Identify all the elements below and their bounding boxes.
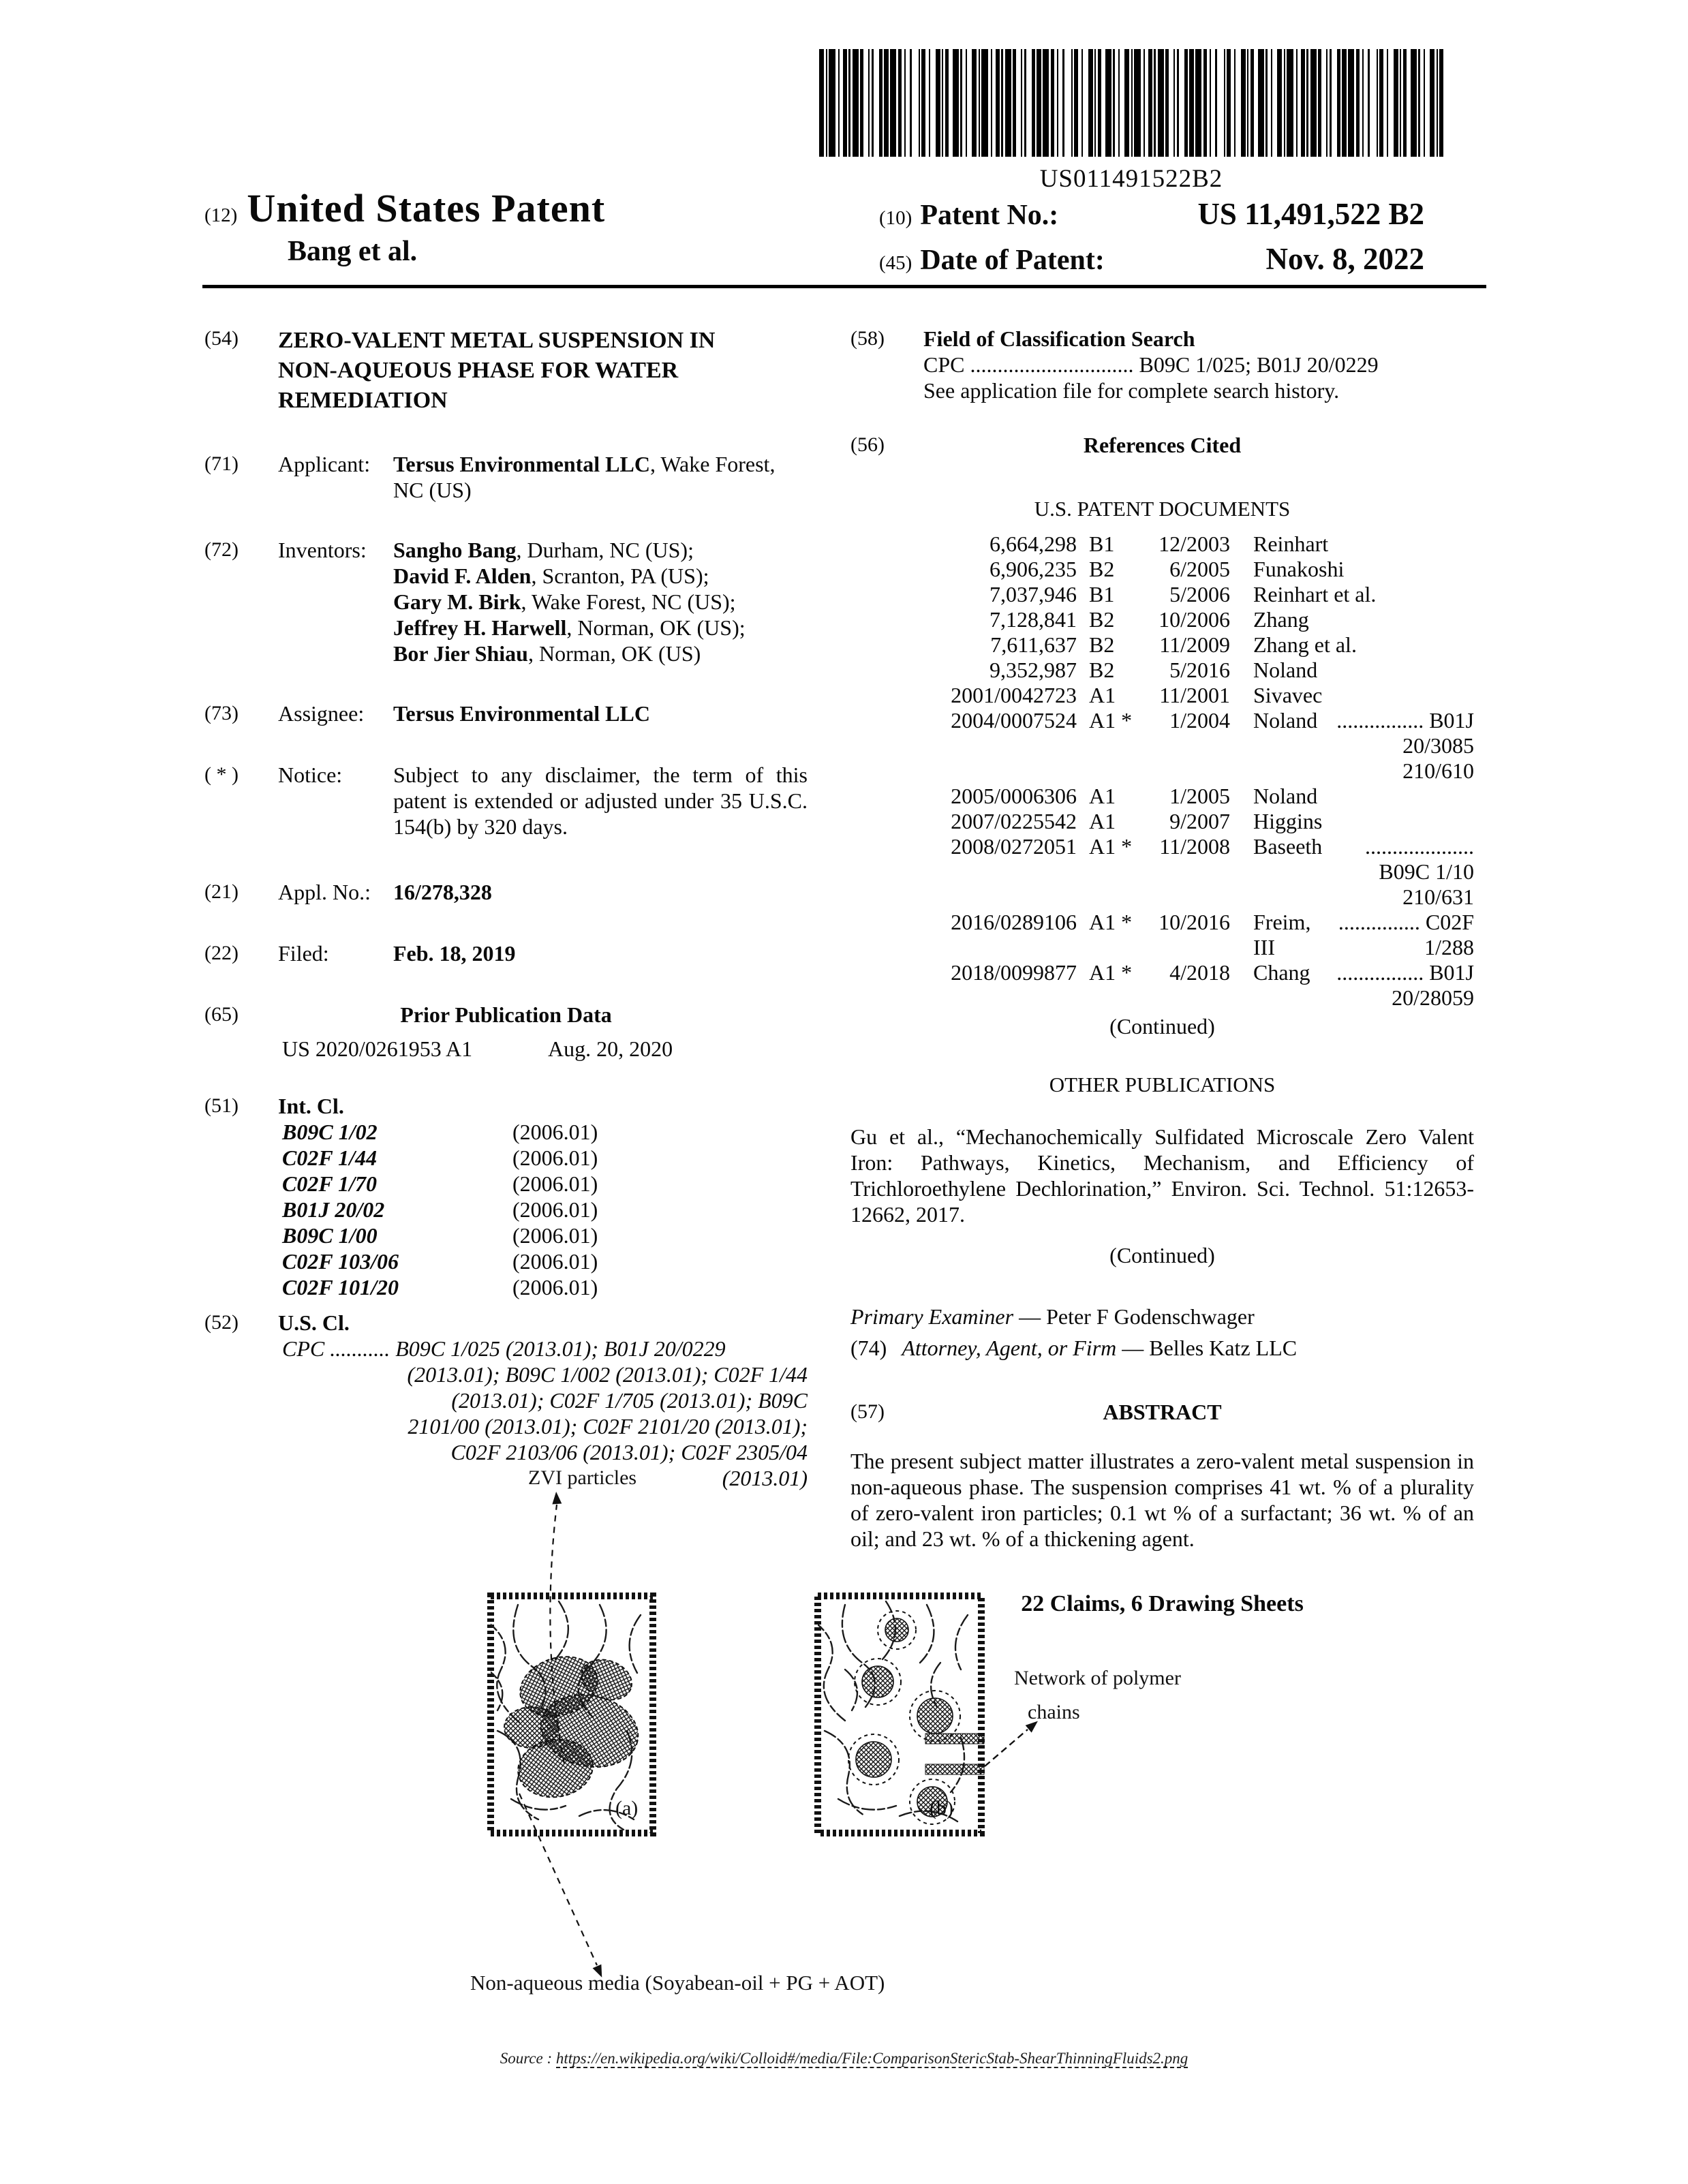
cell-date: 6/2005 <box>1169 557 1230 581</box>
cell-name: Noland <box>1253 658 1318 682</box>
cell-num: 2007/0225542 <box>951 809 1077 833</box>
int-cl-row <box>282 1222 808 1248</box>
int-cl-row <box>282 1119 808 1145</box>
inventor-name: David F. Alden <box>393 564 532 588</box>
invention-title: ZERO-VALENT METAL SUSPENSION IN NON-AQUEOUS PHASE FOR WATER REMEDIATION <box>278 328 716 413</box>
figure-source <box>0 2050 1688 2067</box>
header-left <box>204 185 605 268</box>
section-21 <box>204 879 808 905</box>
section-57 <box>850 1399 1474 1425</box>
section-22 <box>204 940 808 966</box>
int-cl-year: (2006.01) <box>512 1120 598 1144</box>
cell-class: ................ B01J 20/3085 <box>1336 708 1474 758</box>
cell-num: 2001/0042723 <box>951 683 1077 707</box>
tag-notice: ( * ) <box>204 763 239 786</box>
cell-num: 7,037,946 <box>989 582 1077 606</box>
cell-name: Funakoshi <box>1253 557 1345 581</box>
cell-class: .................... B09C 1/10 <box>1365 834 1474 884</box>
table-row <box>850 532 1474 557</box>
int-cl-year: (2006.01) <box>512 1171 598 1196</box>
notice-text: Subject to any disclaimer, the term of this patent is extended or adjusted under 35 U.S.C. 154(b) by 320 days. <box>393 763 808 839</box>
applicant-label: Applicant: <box>278 452 371 476</box>
cell-date: 12/2003 <box>1158 532 1230 556</box>
assignee-name: Tersus Environmental LLC <box>393 701 650 726</box>
inventor-item <box>393 641 808 666</box>
cpc-line: (2013.01) <box>722 1466 808 1490</box>
right-column <box>850 320 1474 1617</box>
cell-kind: A1 <box>1089 683 1116 707</box>
inventor-loc: , Norman, OK (US) <box>527 641 701 666</box>
table-row <box>850 557 1474 582</box>
cell-name: Zhang et al. <box>1253 632 1357 657</box>
field-search-title: Field of Classification Search <box>923 326 1195 351</box>
section-54 <box>204 326 808 416</box>
appl-no-value: 16/278,328 <box>393 880 492 904</box>
cell-kind: B2 <box>1089 557 1115 581</box>
int-cl-year: (2006.01) <box>512 1145 598 1170</box>
inventor-loc: , Norman, OK (US); <box>566 615 746 640</box>
int-cl-code: B09C 1/02 <box>282 1120 378 1144</box>
panel-a-label: (a) <box>615 1797 639 1819</box>
figure <box>423 1445 1445 2031</box>
cell-date: 10/2006 <box>1158 607 1230 632</box>
tag-54: (54) <box>204 327 239 350</box>
pub-date: Aug. 20, 2020 <box>548 1036 673 1061</box>
section-56 <box>850 432 1474 458</box>
other-pubs-text: Gu et al., “Mechanochemically Sulfidated Microscale Zero Valent Iron: Pathways, Kinetics, Mechanism, and Efficiency of Trichloroethylene Dechlorination,” Environ. Sci. Technol. 51:12653-12662, 2017. <box>850 1124 1474 1227</box>
left-column <box>204 320 808 1491</box>
cpc-line: (2013.01); B09C 1/002 (2013.01); C02F 1/44 <box>407 1362 808 1387</box>
int-cl-code: C02F 101/20 <box>282 1275 399 1299</box>
inventor-item <box>393 537 808 563</box>
int-cl-title: Int. Cl. <box>278 1094 344 1118</box>
section-73 <box>204 701 808 726</box>
field-search-note: See application file for complete search history. <box>923 378 1340 403</box>
applicant-name: Tersus Environmental LLC <box>393 452 650 476</box>
inventors-list <box>393 537 808 666</box>
cell-date: 11/2001 <box>1159 683 1230 707</box>
table-row <box>850 683 1474 708</box>
cell-num: 6,906,235 <box>989 557 1077 581</box>
cell-date: 5/2016 <box>1169 658 1230 682</box>
int-cl-code: C02F 103/06 <box>282 1249 399 1274</box>
patent-table <box>850 532 1474 1011</box>
cell-class: ............... C02F 1/288 <box>1338 910 1474 959</box>
cell-num: 6,664,298 <box>989 532 1077 556</box>
table-row <box>850 834 1474 885</box>
us-cl-title: U.S. Cl. <box>278 1310 350 1335</box>
table-continuation: 210/610 <box>1402 758 1474 783</box>
tag-12: (12) <box>204 204 238 226</box>
network-label-line1: Network of polymer <box>1014 1667 1181 1689</box>
cell-name: Reinhart <box>1253 532 1329 556</box>
primary-examiner-line <box>850 1304 1474 1329</box>
other-pubs-continued: (Continued) <box>1109 1243 1215 1267</box>
int-cl-year: (2006.01) <box>512 1197 598 1222</box>
int-cl-code: B01J 20/02 <box>282 1197 385 1222</box>
cell-kind: B2 <box>1089 658 1115 682</box>
cell-date: 11/2009 <box>1159 632 1230 657</box>
table-row <box>850 809 1474 834</box>
tag-52: (52) <box>204 1311 239 1334</box>
cell-num: 2004/0007524 <box>951 708 1077 733</box>
attorney-label: Attorney, Agent, or Firm <box>902 1336 1117 1360</box>
cell-kind: B2 <box>1089 607 1115 632</box>
int-cl-code: C02F 1/70 <box>282 1171 377 1196</box>
cell-kind: A1 * <box>1089 708 1133 733</box>
date-label: Date of Patent: <box>920 245 1105 276</box>
table-row <box>850 632 1474 658</box>
cell-date: 1/2005 <box>1169 784 1230 808</box>
tag-22: (22) <box>204 942 239 964</box>
primary-examiner-name: — Peter F Godenschwager <box>1013 1304 1255 1329</box>
field-search-cpc: CPC .............................. B09C 1/025; B01J 20/0229 <box>923 352 1379 377</box>
inventor-item <box>393 563 808 589</box>
section-52 <box>204 1310 808 1336</box>
table-row <box>850 910 1474 960</box>
pub-number: US 2020/0261953 A1 <box>282 1036 473 1061</box>
section-65 <box>204 1002 808 1028</box>
barcode-image <box>818 49 1445 157</box>
table-row <box>850 582 1474 607</box>
tag-57: (57) <box>850 1400 885 1423</box>
inventor-name: Sangho Bang <box>393 538 517 562</box>
notice-label: Notice: <box>278 763 343 787</box>
inventor-item <box>393 589 808 615</box>
tag-56: (56) <box>850 433 885 456</box>
cell-num: 2005/0006306 <box>951 784 1077 808</box>
table-row <box>850 607 1474 632</box>
cell-name: Reinhart et al. <box>1253 582 1377 606</box>
date-row <box>879 241 1424 277</box>
inventor-item <box>393 615 808 641</box>
cell-kind: A1 * <box>1089 834 1133 859</box>
cell-name: Zhang <box>1253 607 1309 632</box>
primary-examiner-label: Primary Examiner <box>850 1304 1014 1329</box>
table-row <box>850 784 1474 809</box>
us-patent-docs-title: U.S. PATENT DOCUMENTS <box>1034 497 1291 521</box>
inventor-name: Jeffrey H. Harwell <box>393 615 567 640</box>
cpc-line: (2013.01); C02F 1/705 (2013.01); B09C <box>451 1388 808 1413</box>
cpc-line: 2101/00 (2013.01); C02F 2101/20 (2013.01); <box>408 1414 808 1439</box>
table-row <box>850 960 1474 1011</box>
int-cl-year: (2006.01) <box>512 1249 598 1274</box>
cell-kind: B2 <box>1089 632 1115 657</box>
attorney-name: — Belles Katz LLC <box>1116 1336 1298 1360</box>
cell-date: 4/2018 <box>1169 960 1230 985</box>
cpc-line: CPC ........... B09C 1/025 (2013.01); B01J 20/0229 <box>282 1336 726 1361</box>
patent-no-value: US 11,491,522 B2 <box>1197 197 1424 231</box>
cell-num: 2018/0099877 <box>951 960 1077 985</box>
cell-date: 11/2008 <box>1159 834 1230 859</box>
cell-name: Sivavec <box>1253 683 1323 707</box>
other-pubs-title: OTHER PUBLICATIONS <box>1049 1073 1276 1096</box>
barcode-text: US011491522B2 <box>1039 165 1223 193</box>
cell-kind: A1 * <box>1089 960 1133 985</box>
table-row <box>850 708 1474 758</box>
media-label: Non-aqueous media (Soyabean-oil + PG + AOT) <box>470 1971 885 1995</box>
header-rule <box>202 285 1486 288</box>
filed-label: Filed: <box>278 941 329 966</box>
cell-date: 1/2004 <box>1169 708 1230 733</box>
cell-name: Baseeth <box>1253 834 1323 859</box>
cell-name: Chang <box>1253 960 1310 985</box>
int-cl-code: C02F 1/44 <box>282 1145 377 1170</box>
cell-kind: A1 * <box>1089 910 1133 934</box>
attorney-line <box>850 1335 1474 1361</box>
applicant-rest: , Wake Forest, NC (US) <box>393 452 776 502</box>
int-cl-year: (2006.01) <box>512 1275 598 1299</box>
cell-name: Noland <box>1253 784 1318 808</box>
cell-name: Freim, III <box>1253 910 1311 959</box>
date-value: Nov. 8, 2022 <box>1265 242 1424 276</box>
patent-no-label: Patent No.: <box>920 200 1059 231</box>
references-title: References Cited <box>1083 433 1242 457</box>
int-cl-row <box>282 1145 808 1171</box>
int-cl-year: (2006.01) <box>512 1223 598 1248</box>
abstract-title: ABSTRACT <box>1103 1400 1222 1424</box>
cell-num: 7,611,637 <box>990 632 1077 657</box>
tag-45: (45) <box>879 252 912 274</box>
cell-name: Noland <box>1253 708 1318 733</box>
tag-51: (51) <box>204 1094 239 1117</box>
inventor-loc: , Durham, NC (US); <box>516 538 694 562</box>
section-72 <box>204 537 808 666</box>
cell-kind: A1 <box>1089 809 1116 833</box>
zvi-particles-label: ZVI particles <box>528 1466 637 1489</box>
tag-21: (21) <box>204 880 239 903</box>
cell-date: 9/2007 <box>1169 809 1230 833</box>
cell-num: 2016/0289106 <box>951 910 1077 934</box>
applicant-value <box>393 451 808 503</box>
filed-value: Feb. 18, 2019 <box>393 941 516 966</box>
int-cl-code: B09C 1/00 <box>282 1223 378 1248</box>
tag-71: (71) <box>204 452 239 475</box>
inventor-short: Bang et al. <box>288 236 418 267</box>
tag-73: (73) <box>204 702 239 724</box>
section-notice <box>204 762 808 840</box>
barcode <box>818 49 1445 194</box>
figure-drawing <box>423 1445 1445 2031</box>
source-prefix: Source : <box>500 2050 556 2067</box>
section-51 <box>204 1093 808 1119</box>
inventor-name: Bor Jier Shiau <box>393 641 528 666</box>
inventor-loc: , Wake Forest, NC (US); <box>521 589 736 614</box>
cell-date: 10/2016 <box>1158 910 1230 934</box>
cell-class: ................ B01J 20/28059 <box>1336 960 1474 1010</box>
tag-58: (58) <box>850 327 885 350</box>
tag-65: (65) <box>204 1003 239 1026</box>
assignee-label: Assignee: <box>278 701 365 726</box>
cell-kind: B1 <box>1089 532 1115 556</box>
int-cl-row <box>282 1171 808 1197</box>
int-cl-row <box>282 1248 808 1274</box>
cell-num: 9,352,987 <box>989 658 1077 682</box>
cell-date: 5/2006 <box>1169 582 1230 606</box>
int-cl-row <box>282 1197 808 1222</box>
table-continued-note: (Continued) <box>1109 1014 1215 1039</box>
abstract-text: The present subject matter illustrates a zero-valent metal suspension in non-aqueous phase. The suspension comprises 41 wt. % of a plurality of zero-valent iron particles; 0.1 wt % of a surfactant; 36 wt. % of an oil; and 23 wt. % of a thickening agent. <box>850 1449 1474 1551</box>
source-link[interactable]: https://en.wikipedia.org/wiki/Colloid#/media/File:ComparisonStericStab-ShearThinningFluids2.png <box>555 2050 1188 2067</box>
cell-kind: A1 <box>1089 784 1116 808</box>
cpc-line: C02F 2103/06 (2013.01); C02F 2305/04 <box>450 1440 808 1464</box>
prior-pub-title: Prior Publication Data <box>400 1002 612 1027</box>
prior-pub-line <box>282 1036 808 1062</box>
cell-num: 7,128,841 <box>989 607 1077 632</box>
cell-kind: B1 <box>1089 582 1115 606</box>
table-row <box>850 658 1474 683</box>
patent-no-row <box>879 196 1424 232</box>
network-label-line2: chains <box>1028 1701 1080 1723</box>
inventor-loc: , Scranton, PA (US); <box>531 564 709 588</box>
appl-no-label: Appl. No.: <box>278 880 371 904</box>
tag-10: (10) <box>879 207 912 229</box>
inventors-label: Inventors: <box>278 538 367 562</box>
document-kind: United States Patent <box>247 186 606 230</box>
cell-name: Higgins <box>1253 809 1323 833</box>
tag-72: (72) <box>204 538 239 561</box>
panel-b-label: (b) <box>930 1797 953 1819</box>
int-cl-row <box>282 1274 808 1300</box>
table-continuation: 210/631 <box>1402 885 1474 909</box>
claims-note: 22 Claims, 6 Drawing Sheets <box>1021 1591 1304 1616</box>
cell-num: 2008/0272051 <box>951 834 1077 859</box>
tag-74: (74) <box>850 1336 887 1360</box>
section-58 <box>850 326 1474 403</box>
section-71 <box>204 451 808 503</box>
inventor-name: Gary M. Birk <box>393 589 521 614</box>
header-right <box>879 196 1424 286</box>
int-cl-list <box>282 1119 808 1300</box>
